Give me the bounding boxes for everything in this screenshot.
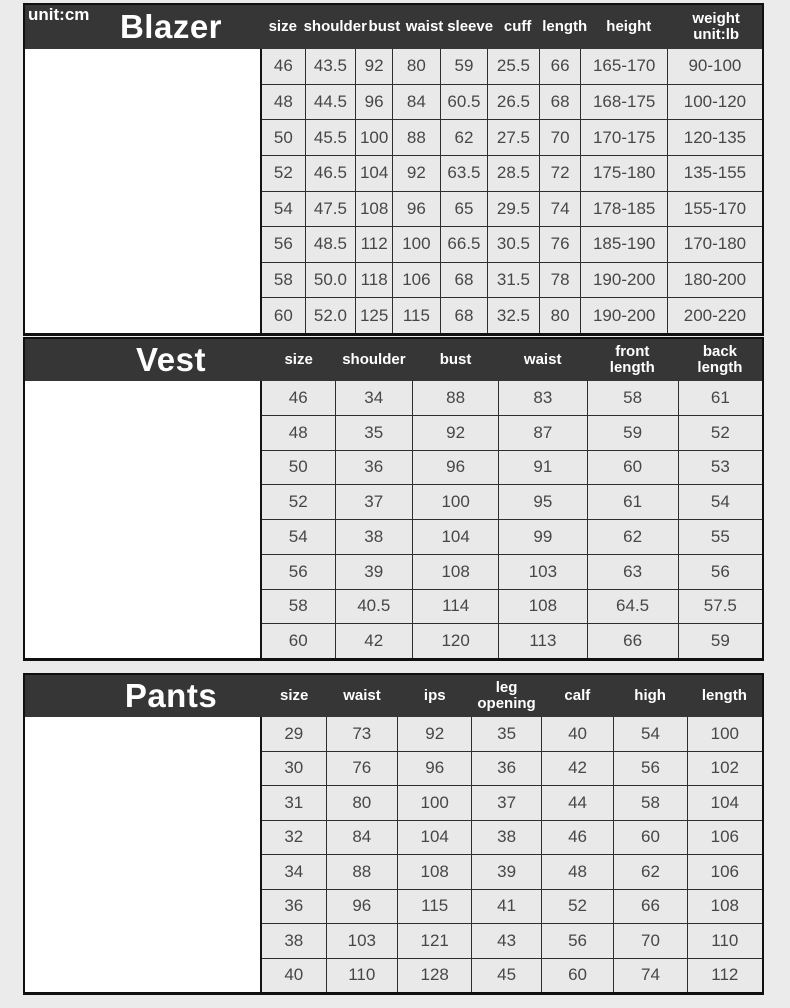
table-cell: 54 [614, 717, 686, 751]
table-cell: 34 [262, 855, 326, 889]
column-header-calf [541, 675, 613, 717]
column-header-line: size [268, 18, 297, 36]
table-cell: 96 [356, 85, 392, 120]
table-cell: 36 [262, 890, 326, 924]
column-header-line: length [701, 687, 747, 705]
table-cell: 92 [413, 416, 498, 450]
table-cell: 170-175 [581, 120, 666, 155]
table-cell: 61 [679, 381, 762, 415]
column-header-front [587, 339, 678, 381]
table-cell: 52 [679, 416, 762, 450]
table-cell: 37 [472, 786, 540, 820]
table-cell: 32.5 [488, 298, 538, 333]
table-cell: 30.5 [488, 227, 538, 262]
table-cell: 121 [398, 924, 471, 958]
table-cell: 52.0 [306, 298, 356, 333]
table-cell: 96 [327, 890, 397, 924]
table-cell: 68 [540, 85, 581, 120]
column-header-line: high [634, 687, 666, 705]
column-header-line: shoulder [342, 351, 406, 369]
blazer-table-body [25, 49, 762, 333]
table-cell: 62 [588, 520, 678, 554]
column-header-waist [326, 675, 397, 717]
pants-product-image-placeholder [25, 717, 262, 992]
column-header-line: height [606, 18, 652, 36]
table-cell: 50 [262, 120, 305, 155]
table-cell: 72 [540, 156, 581, 191]
table-cell: 88 [327, 855, 397, 889]
blazer-data-grid [262, 49, 762, 333]
vest-title: Vest [136, 341, 206, 378]
column-header-high [613, 675, 686, 717]
table-cell: 88 [393, 120, 440, 155]
column-header-bust [412, 339, 498, 381]
table-cell: 48 [262, 416, 335, 450]
vest-product-image-placeholder [25, 381, 262, 658]
table-cell: 73 [327, 717, 397, 751]
table-cell: 110 [327, 959, 397, 993]
table-cell: 46 [262, 49, 305, 84]
table-cell: 62 [614, 855, 686, 889]
table-cell: 80 [327, 786, 397, 820]
table-cell: 87 [499, 416, 586, 450]
column-header-line: ips [423, 687, 446, 705]
table-cell: 92 [398, 717, 471, 751]
table-cell: 26.5 [488, 85, 538, 120]
table-cell: 60 [588, 451, 678, 485]
blazer-size-table [23, 3, 764, 336]
table-cell: 46.5 [306, 156, 356, 191]
column-header-line: length [609, 359, 655, 376]
table-cell: 92 [356, 49, 392, 84]
table-cell: 100 [398, 786, 471, 820]
table-cell: 68 [441, 298, 488, 333]
column-header-line: length [697, 359, 743, 376]
table-cell: 74 [540, 192, 581, 227]
table-cell: 200-220 [668, 298, 762, 333]
vest-table-body [25, 381, 762, 658]
table-cell: 175-180 [581, 156, 666, 191]
column-header-waist [499, 339, 587, 381]
column-header-line: sleeve [447, 18, 494, 36]
table-cell: 113 [499, 624, 586, 658]
column-header-size [262, 339, 335, 381]
table-cell: 110 [688, 924, 762, 958]
blazer-product-image-placeholder [25, 49, 262, 333]
table-cell: 58 [588, 381, 678, 415]
table-cell: 47.5 [306, 192, 356, 227]
table-cell: 100 [356, 120, 392, 155]
table-cell: 108 [398, 855, 471, 889]
table-cell: 50.0 [306, 263, 356, 298]
table-cell: 29 [262, 717, 326, 751]
table-cell: 52 [262, 156, 305, 191]
table-cell: 96 [398, 752, 471, 786]
table-cell: 70 [540, 120, 581, 155]
table-cell: 45.5 [306, 120, 356, 155]
table-cell: 44 [542, 786, 613, 820]
table-cell: 104 [356, 156, 392, 191]
table-cell: 32 [262, 821, 326, 855]
table-cell: 100-120 [668, 85, 762, 120]
table-cell: 36 [336, 451, 412, 485]
table-cell: 84 [327, 821, 397, 855]
table-cell: 59 [679, 624, 762, 658]
table-cell: 115 [393, 298, 440, 333]
table-cell: 40 [542, 717, 613, 751]
column-header-line: front [615, 343, 650, 361]
table-cell: 40.5 [336, 590, 412, 624]
table-cell: 66 [614, 890, 686, 924]
table-cell: 56 [614, 752, 686, 786]
table-cell: 104 [688, 786, 762, 820]
table-cell: 95 [499, 485, 586, 519]
table-cell: 100 [393, 227, 440, 262]
table-cell: 125 [356, 298, 392, 333]
table-cell: 56 [262, 227, 305, 262]
table-cell: 104 [398, 821, 471, 855]
column-header-line: bust [368, 18, 401, 36]
column-header-line: leg [495, 679, 518, 697]
table-cell: 50 [262, 451, 335, 485]
table-cell: 45 [472, 959, 540, 993]
table-cell: 180-200 [668, 263, 762, 298]
table-cell: 168-175 [581, 85, 666, 120]
table-cell: 80 [393, 49, 440, 84]
table-cell: 28.5 [488, 156, 538, 191]
vest-table-header [25, 339, 762, 381]
table-cell: 60 [262, 298, 305, 333]
table-cell: 37 [336, 485, 412, 519]
table-cell: 120 [413, 624, 498, 658]
column-header-cuff [493, 5, 542, 49]
table-cell: 84 [393, 85, 440, 120]
column-header-leg [472, 675, 541, 717]
table-cell: 48.5 [306, 227, 356, 262]
table-cell: 128 [398, 959, 471, 993]
table-cell: 46 [542, 821, 613, 855]
table-cell: 59 [441, 49, 488, 84]
table-cell: 96 [393, 192, 440, 227]
table-cell: 46 [262, 381, 335, 415]
table-cell: 52 [542, 890, 613, 924]
table-cell: 38 [336, 520, 412, 554]
pants-table-body [25, 717, 762, 992]
table-cell: 100 [413, 485, 498, 519]
column-header-line: bust [439, 351, 472, 369]
column-header-line: weight [692, 10, 740, 28]
table-cell: 100 [688, 717, 762, 751]
table-cell: 61 [588, 485, 678, 519]
table-cell: 54 [679, 485, 762, 519]
column-header-line: cuff [503, 18, 532, 36]
table-cell: 178-185 [581, 192, 666, 227]
pants-size-table [23, 673, 764, 995]
table-cell: 43 [472, 924, 540, 958]
table-cell: 170-180 [668, 227, 762, 262]
unit-label: unit:cm [28, 5, 90, 24]
table-cell: 104 [413, 520, 498, 554]
column-headers [262, 5, 762, 49]
table-cell: 60 [614, 821, 686, 855]
column-header-line: waist [405, 18, 444, 36]
table-cell: 43.5 [306, 49, 356, 84]
column-header-weight [670, 5, 762, 49]
table-cell: 108 [356, 192, 392, 227]
table-cell: 102 [688, 752, 762, 786]
column-header-waist [402, 5, 447, 49]
table-cell: 63.5 [441, 156, 488, 191]
table-cell: 76 [327, 752, 397, 786]
table-cell: 96 [413, 451, 498, 485]
table-cell: 27.5 [488, 120, 538, 155]
table-cell: 106 [393, 263, 440, 298]
table-cell: 35 [472, 717, 540, 751]
column-header-line: size [279, 687, 309, 705]
table-cell: 40 [262, 959, 326, 993]
column-header-line: waist [343, 687, 381, 705]
table-cell: 56 [262, 555, 335, 589]
table-cell: 58 [614, 786, 686, 820]
column-header-line: waist [523, 351, 562, 369]
table-cell: 30 [262, 752, 326, 786]
column-header-length [542, 5, 587, 49]
table-cell: 60.5 [441, 85, 488, 120]
table-cell: 55 [679, 520, 762, 554]
table-cell: 76 [540, 227, 581, 262]
table-cell: 58 [262, 263, 305, 298]
blazer-table-header [25, 5, 762, 49]
column-header-shoulder [304, 5, 367, 49]
blazer-title: Blazer [119, 8, 223, 45]
table-cell: 31.5 [488, 263, 538, 298]
table-cell: 35 [336, 416, 412, 450]
table-cell: 54 [262, 520, 335, 554]
column-headers [262, 675, 762, 717]
table-cell: 118 [356, 263, 392, 298]
table-cell: 108 [413, 555, 498, 589]
column-header-line: length [542, 18, 588, 36]
table-cell: 36 [472, 752, 540, 786]
table-cell: 83 [499, 381, 586, 415]
table-cell: 88 [413, 381, 498, 415]
table-cell: 108 [499, 590, 586, 624]
table-cell: 64.5 [588, 590, 678, 624]
table-cell: 44.5 [306, 85, 356, 120]
table-cell: 62 [441, 120, 488, 155]
column-header-line: calf [564, 687, 591, 705]
table-cell: 39 [472, 855, 540, 889]
table-cell: 42 [336, 624, 412, 658]
table-cell: 115 [398, 890, 471, 924]
table-cell: 103 [327, 924, 397, 958]
vest-data-grid [262, 381, 762, 658]
table-cell: 90-100 [668, 49, 762, 84]
table-cell: 53 [679, 451, 762, 485]
table-cell: 185-190 [581, 227, 666, 262]
table-cell: 56 [542, 924, 613, 958]
table-cell: 25.5 [488, 49, 538, 84]
table-cell: 112 [688, 959, 762, 993]
column-header-shoulder [335, 339, 412, 381]
table-cell: 74 [614, 959, 686, 993]
pants-data-grid [262, 717, 762, 992]
table-cell: 56 [679, 555, 762, 589]
column-header-height [587, 5, 670, 49]
table-cell: 59 [588, 416, 678, 450]
column-header-ips [398, 675, 472, 717]
table-cell: 91 [499, 451, 586, 485]
table-cell: 29.5 [488, 192, 538, 227]
table-cell: 39 [336, 555, 412, 589]
table-cell: 41 [472, 890, 540, 924]
table-cell: 112 [356, 227, 392, 262]
table-cell: 165-170 [581, 49, 666, 84]
column-header-line: opening [477, 695, 536, 712]
column-header-size [262, 5, 304, 49]
table-cell: 155-170 [668, 192, 762, 227]
column-header-bust [367, 5, 402, 49]
table-cell: 60 [262, 624, 335, 658]
table-cell: 52 [262, 485, 335, 519]
table-cell: 135-155 [668, 156, 762, 191]
table-cell: 38 [262, 924, 326, 958]
column-header-line: size [284, 351, 313, 369]
table-cell: 66.5 [441, 227, 488, 262]
table-cell: 190-200 [581, 263, 666, 298]
column-header-line: back [702, 343, 738, 361]
table-cell: 106 [688, 855, 762, 889]
column-header-size [262, 675, 326, 717]
column-header-line: shoulder [303, 18, 367, 36]
table-cell: 99 [499, 520, 586, 554]
table-cell: 108 [688, 890, 762, 924]
column-header-back [678, 339, 762, 381]
table-cell: 65 [441, 192, 488, 227]
table-cell: 68 [441, 263, 488, 298]
table-cell: 92 [393, 156, 440, 191]
vest-size-table [23, 337, 764, 661]
table-cell: 63 [588, 555, 678, 589]
table-cell: 66 [588, 624, 678, 658]
table-cell: 106 [688, 821, 762, 855]
table-cell: 48 [542, 855, 613, 889]
table-cell: 120-135 [668, 120, 762, 155]
table-cell: 38 [472, 821, 540, 855]
column-header-line: unit:lb [693, 26, 740, 43]
table-cell: 190-200 [581, 298, 666, 333]
table-cell: 66 [540, 49, 581, 84]
column-headers [262, 339, 762, 381]
pants-title: Pants [124, 677, 218, 714]
table-cell: 70 [614, 924, 686, 958]
table-cell: 54 [262, 192, 305, 227]
table-cell: 78 [540, 263, 581, 298]
table-cell: 80 [540, 298, 581, 333]
table-cell: 103 [499, 555, 586, 589]
table-cell: 48 [262, 85, 305, 120]
pants-table-header [25, 675, 762, 717]
table-cell: 58 [262, 590, 335, 624]
table-cell: 114 [413, 590, 498, 624]
column-header-length [687, 675, 762, 717]
table-cell: 60 [542, 959, 613, 993]
table-cell: 31 [262, 786, 326, 820]
table-cell: 42 [542, 752, 613, 786]
table-cell: 57.5 [679, 590, 762, 624]
column-header-sleeve [447, 5, 493, 49]
table-cell: 34 [336, 381, 412, 415]
